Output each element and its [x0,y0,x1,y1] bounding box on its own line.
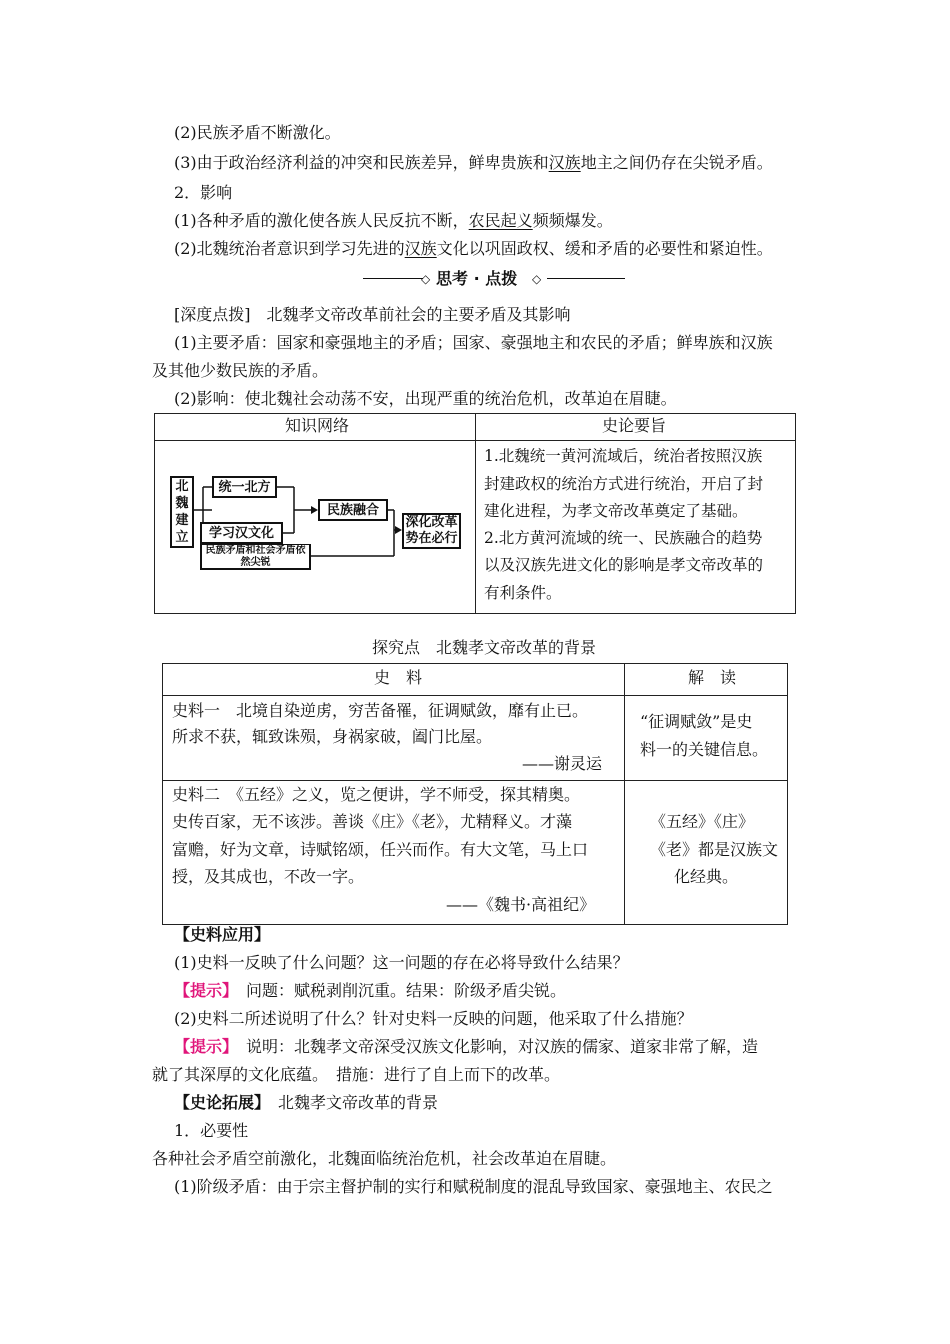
explore-title: 探究点 北魏孝文帝改革的背景 [372,638,597,657]
table-cell-line: 所求不获，辄致诛殒，身祸家破，阖门比屋。 [172,727,493,746]
table-cell-line: 以及汉族先进文化的影响是孝文帝改革的 [484,556,764,574]
text-line: 1．必要性 [174,1121,249,1140]
section-title: 思考 · 点拨 [436,269,518,288]
table-cell-line: 《老》都是汉族文 [650,840,779,859]
text-line: (3)由于政治经济利益的冲突和民族差异，鲜卑贵族和汉族地主之间仍存在尖锐矛盾。 [174,153,773,172]
table-cell-line: 建化进程，为孝文帝改革奠定了基础。 [484,502,748,520]
diagram-node-conflict: 民族矛盾和社会矛盾依然尖锐 [200,544,311,570]
table-cell-line: 史传百家，无不该涉。善谈《庄》《老》，尤精释义。才藻 [172,812,573,831]
text-line: (2)影响：使北魏社会动荡不安，出现严重的统治危机，改革迫在眉睫。 [174,389,677,408]
text-line: [深度点拨] 北魏孝文帝改革前社会的主要矛盾及其影响 [174,305,571,324]
answer: 【提示】 说明：北魏孝文帝深受汉族文化影响，对汉族的儒家、道家非常了解，造 [174,1037,759,1056]
source-citation: ——《魏书·高祖纪》 [446,895,596,914]
question: (2)史料二所述说明了什么？针对史料一反映的问题，他采取了什么措施？ [174,1009,693,1028]
diamond-icon: ◇ [421,272,431,286]
text-line: (2)北魏统治者意识到学习先进的汉族文化以巩固政权、缓和矛盾的必要性和紧迫性。 [174,239,773,258]
text-line: (1)主要矛盾：国家和豪强地主的矛盾；国家、豪强地主和农民的矛盾；鲜卑族和汉族 [174,333,773,352]
table-cell-line: 有利条件。 [484,584,562,602]
table-cell-line: 史料二 《五经》之义，览之便讲，学不师受，探其精奥。 [172,785,581,804]
diagram-node-deepen: 深化改革势在必行 [402,513,461,549]
table-header: 史论要旨 [602,416,667,435]
table-header: 知识网络 [285,416,350,435]
table-header: 史 料 [374,668,423,687]
table-cell-line: 富赡，好为文章，诗赋铭颂，任兴而作。有大文笔，马上口 [172,840,589,859]
text-line: 各种社会矛盾空前激化，北魏面临统治危机，社会改革迫在眉睫。 [152,1149,617,1168]
table-cell-line: 史料一 北境自染逆虏，穷苦备罹，征调赋敛，靡有止已。 [172,701,589,720]
text-line: (2)民族矛盾不断激化。 [174,123,341,142]
text-line: (1)阶级矛盾：由于宗主督护制的实行和赋税制度的混乱导致国家、豪强地主、农民之 [174,1177,773,1196]
source-citation: ——谢灵运 [522,754,603,773]
question: (1)史料一反映了什么问题？这一问题的存在必将导致什么结果？ [174,953,629,972]
table-cell-line: 1.北魏统一黄河流域后，统治者按照汉族 [484,447,763,465]
diamond-icon: ◇ [532,272,542,286]
answer: 【提示】 问题：赋税剥削沉重。结果：阶级矛盾尖锐。 [174,981,567,1000]
text-line: 及其他少数民族的矛盾。 [152,361,329,380]
table-cell-line: 化经典。 [674,867,739,886]
extension-heading: 【史论拓展】 北魏孝文帝改革的背景 [174,1093,439,1112]
table-cell-line: 2.北方黄河流域的统一、民族融合的趋势 [484,529,763,547]
divider [162,695,788,696]
divider [624,663,625,925]
answer: 就了其深厚的文化底蕴。 措施：进行了自上而下的改革。 [152,1065,561,1084]
table-header: 解 读 [688,668,737,687]
table-cell-line: 封建政权的统治方式进行统治，开启了封 [484,475,764,493]
text-line: 2．影响 [174,183,233,202]
table-cell-line: 授，及其成也，不改一字。 [172,867,365,886]
table-cell-line: “征调赋敛”是史 [640,712,753,731]
text-line: (1)各种矛盾的激化使各族人民反抗不断，农民起义频频爆发。 [174,211,613,230]
diagram-node-learn: 学习汉文化 [200,522,283,544]
diagram-node-unify: 统一北方 [212,476,277,498]
diagram-node-start: 北魏建立 [170,476,194,548]
table-cell-line: 《五经》《庄》 [650,812,755,831]
diagram-node-fusion: 民族融合 [318,499,388,521]
application-title: 【史料应用】 [174,925,271,944]
table-cell-line: 料一的关键信息。 [640,740,769,759]
